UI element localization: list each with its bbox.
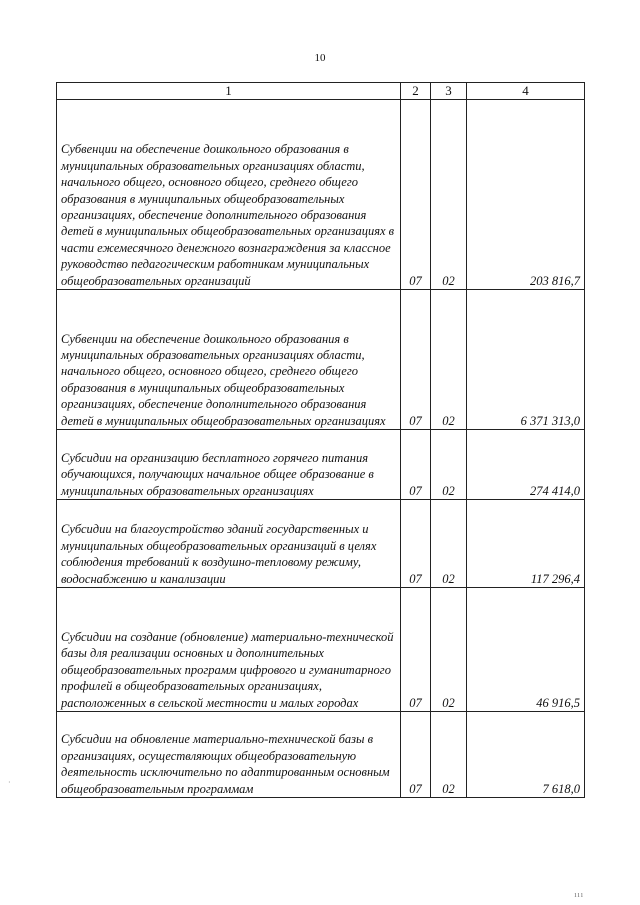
table-row — [57, 588, 585, 712]
row-subsection: 02 — [431, 100, 467, 290]
budget-table — [56, 82, 585, 798]
page-number: 10 — [314, 52, 326, 64]
row-subsection: 02 — [431, 588, 467, 712]
table-row — [57, 712, 585, 798]
row-name: Субсидии на обновление материально-технической базы в организациях, осуществляющих общеобразовательную деятельность исключительно по адаптированным основным общеобразовательным программам — [57, 712, 401, 798]
row-section: 07 — [401, 500, 431, 588]
header-col-1: 1 — [57, 83, 401, 100]
row-amount: 6 371 313,0 — [467, 290, 585, 430]
header-col-3: 3 — [431, 83, 467, 100]
table-row — [57, 430, 585, 500]
row-section: 07 — [401, 430, 431, 500]
row-subsection: 02 — [431, 430, 467, 500]
row-subsection: 02 — [431, 290, 467, 430]
header-col-4: 4 — [467, 83, 585, 100]
row-section: 07 — [401, 100, 431, 290]
row-subsection: 02 — [431, 712, 467, 798]
header-col-2: 2 — [401, 83, 431, 100]
row-amount: 203 816,7 — [467, 100, 585, 290]
table-header-row — [57, 83, 585, 100]
table-row — [57, 500, 585, 588]
row-section: 07 — [401, 290, 431, 430]
table-row — [57, 290, 585, 430]
row-amount: 7 618,0 — [467, 712, 585, 798]
row-name: Субвенции на обеспечение дошкольного образования в муниципальных образовательных организациях области, начального общего, основного общего, среднего общего образования в муниципальных общеобразовательных организациях, обеспечение дополнительного образования детей в муниципальных общеобразовательных организациях — [57, 290, 401, 430]
row-name: Субсидии на создание (обновление) материально-технической базы для реализации основных и дополнительных общеобразовательных программ цифрового и гуманитарного профилей в общеобразовательных организациях, расположенных в сельской местности и малых городах — [57, 588, 401, 712]
margin-scan-mark: · — [8, 778, 11, 787]
row-name: Субвенции на обеспечение дошкольного образования в муниципальных образовательных организациях области, начального общего, основного общего, среднего общего образования в муниципальных общеобразовательных организациях, обеспечение дополнительного образования детей в муниципальных общеобразовательных организациях в части ежемесячного денежного вознаграждения за классное руководство педагогическим работникам муниципальных общеобразовательных организаций — [57, 100, 401, 290]
row-name: Субсидии на организацию бесплатного горячего питания обучающихся, получающих начальное общее образование в муниципальных образовательных организациях — [57, 430, 401, 500]
row-subsection: 02 — [431, 500, 467, 588]
row-section: 07 — [401, 712, 431, 798]
row-amount: 117 296,4 — [467, 500, 585, 588]
row-section: 07 — [401, 588, 431, 712]
row-name: Субсидии на благоустройство зданий государственных и муниципальных общеобразовательных организаций в целях соблюдения требований к воздушно-тепловому режиму, водоснабжению и канализации — [57, 500, 401, 588]
footer-mark: ııı — [574, 890, 584, 899]
row-amount: 46 916,5 — [467, 588, 585, 712]
row-amount: 274 414,0 — [467, 430, 585, 500]
table-row — [57, 100, 585, 290]
